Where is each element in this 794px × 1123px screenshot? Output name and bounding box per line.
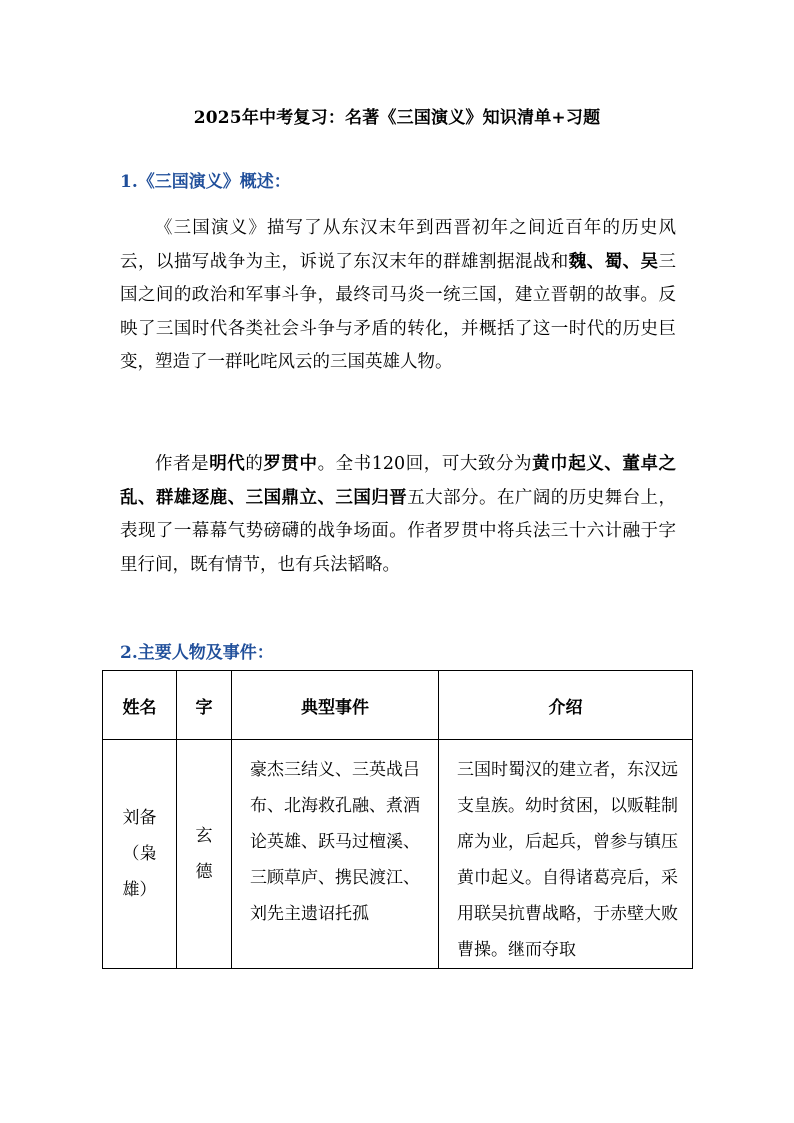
characters-table [102,670,693,969]
cell-intro: 三国时蜀汉的建立者，东汉远支皇族。幼时贫困，以贩鞋制席为业，后起兵，曾参与镇压黄巾起义。自得诸葛亮后，采用联吴抗曹战略，于赤壁大败曹操。继而夺取 [439,740,693,969]
table-header-row [103,671,693,740]
emphasis-text: 罗贯中 [263,454,318,474]
name-text: 刘备（枭雄） [122,808,157,900]
header-intro: 介绍 [439,671,693,740]
body-text: 的 [245,454,264,474]
emphasis-text: 黄巾起义、董卓之乱、群雄逐鹿、三国鼎立、三国归晋 [120,454,677,508]
header-name: 姓名 [103,671,177,740]
header-events: 典型事件 [232,671,439,740]
body-text: 三国之间的政治和军事斗争，最终司马炎一统三国，建立晋朝的故事。反映了三国时代各类社会斗争与矛盾的转化，并概括了这一时代的历史巨变，塑造了一群叱咤风云的三国英雄人物。 [120,251,676,372]
header-courtesy-name: 字 [177,671,232,740]
cell-name [103,740,177,969]
overview-paragraph [120,212,676,380]
body-text: 《三国演义》描写了从东汉末年到西晋初年之间近百年的历史风云，以描写战争为主，诉说了东汉末年的群雄割据混战和 [120,218,676,272]
body-text: 。全书120回，可大致分为 [317,454,533,474]
cell-events: 豪杰三结义、三英战吕布、北海救孔融、煮酒论英雄、跃马过檀溪、三顾草庐、携民渡江、刘先主遗诏托孤 [232,740,439,969]
courtesy-name-text: 玄德 [195,826,213,882]
document-title: 2025年中考复习：名著《三国演义》知识清单+习题 [193,108,601,128]
body-text: 五大部分。在广阔的历史舞台上，表现了一幕幕气势磅礴的战争场面。作者罗贯中将兵法三十六计融于字里行间，既有情节，也有兵法韬略。 [120,487,677,575]
cell-courtesy-name [177,740,232,969]
body-text: 作者是 [155,454,210,474]
section-heading-overview: 1.《三国演义》概述： [120,172,291,192]
emphasis-text: 魏、蜀、吴 [568,251,659,272]
author-paragraph [120,448,676,582]
table-row [103,740,693,969]
emphasis-text: 明代 [209,454,246,474]
section-heading-characters: 2.主要人物及事件： [120,643,274,663]
